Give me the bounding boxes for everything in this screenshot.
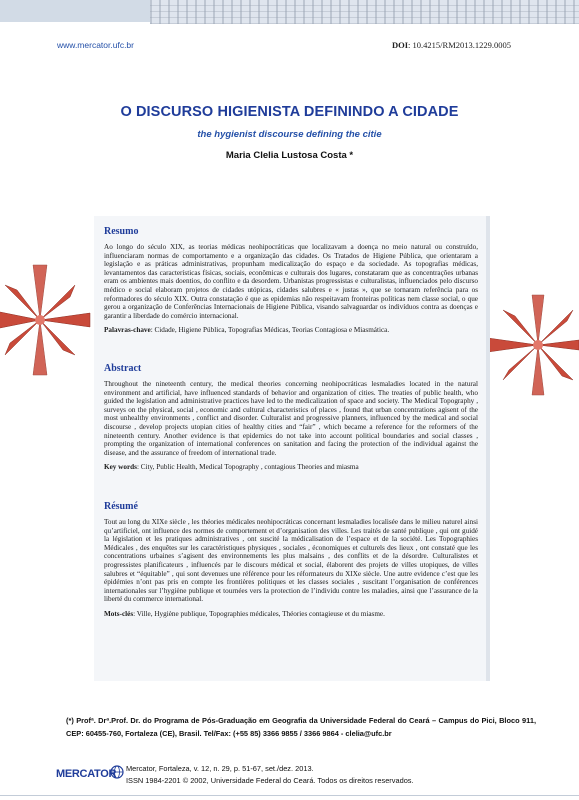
resumo-section bbox=[104, 226, 478, 335]
footnote-text: do Programa de Pós-Graduação em Geografia da Universidade Federal do Ceará – Campus do Pici, Bloco 911, CEP: 60455-760, Fortaleza (CE), Brasil. Tel/Fax: (+55 85) 3366 9855 / 3366 9864 - clelia@ufc.br bbox=[66, 716, 536, 738]
resumo-body: Ao longo do século XIX, as teorias médicas neohipocráticas que localizavam a doença no meio natural ou construído, influenciaram normas de comportamento e a organização das cidades. Os Tratados de Higiene Pública, que orientaram a legislação e as práticas administrativas, propunham medicalização do espaço e da sociedade. As topografias médicas, levantamentos das características físicas, sociais, econômicas e culturais dos lugares, constataram que as concentrações urbanas eram os ambientes mais doentios, do conflito e da desordem. Urbanistas progressistas e culturalistas, influenciados pelo discurso médico e social elaboram projetos de cidades utópicas, cidades salubres e « justas », que se tornaram referência para os reformadores do século XIX. Outra constatação é que as epidemias não respeitavam fronteiras políticas nem classe social, o que gerou a organização de Conferências Internacionais de Higiene Pública, visando salvaguardar os indivíduos contra as doenças e garantir a liberdade do comércio internacional. bbox=[104, 243, 478, 320]
author-footnote bbox=[66, 715, 536, 740]
abstract-body: Throughout the nineteenth century, the medical theories concerning neohipocráticas lesmaladies located in the natural environment and artificial, have influenced standards of behavior and organization of cities. The treaties of public health, who guided the legislation and administrative practices have led to the medicalization of space and society. The Medical Topography , surveys on the physical, social , economic and cultural characteristics of places , found that urban concentrations agisent of the most unhealthy environments , conflict and disorder. Culturalist and progressive planners, influenced by the medical and social discourse , develop projects utopian cities of healthy cities and “fair” , which became a reference for the reformers of the nineteenth century. Another evidence is that epidemics do not take into account political boundaries and social classes , prompting the organization of international conferences on sanitation and facing the protection of the individual against the disease, and the assurance of freedom of international trade. bbox=[104, 380, 478, 457]
resumo-keywords-label: Palavras-chave bbox=[104, 326, 151, 335]
abstract-keywords-text: : City, Public Health, Medical Topography , contagious Theories and miasma bbox=[136, 463, 359, 472]
abstract-keywords bbox=[104, 463, 478, 472]
globe-icon bbox=[110, 765, 124, 779]
citation-line-2: ISSN 1984-2201 © 2002, Universidade Federal do Ceará. Todos os direitos reservados. bbox=[126, 775, 414, 785]
footnote-marker: (*) Profª. Drª.Prof. Dr. bbox=[66, 716, 141, 725]
resumo-heading: Resumo bbox=[104, 226, 139, 237]
resume-section bbox=[104, 501, 478, 619]
doi-label: DOI bbox=[391, 40, 409, 50]
citation-line-1: Mercator, Fortaleza, v. 12, n. 29, p. 51-67, set./dez. 2013. bbox=[126, 764, 314, 773]
resume-keywords-text: : Ville, Hygiène publique, Topographies médicales, Théories contagieuse et du miasme. bbox=[133, 609, 385, 618]
abstract-section bbox=[104, 363, 478, 472]
doi bbox=[392, 40, 511, 50]
compass-star-right-icon bbox=[478, 290, 579, 400]
mercator-logo bbox=[56, 764, 126, 788]
resume-keywords bbox=[104, 610, 478, 619]
header-band bbox=[0, 0, 150, 22]
journal-citation bbox=[126, 763, 414, 786]
resumo-keywords-text: : Cidade, Higiene Pública, Topografias Médicas, Teorias Contagiosa e Miasmática. bbox=[150, 326, 390, 335]
article-subtitle: the hygienist discourse defining the citie bbox=[197, 129, 382, 140]
abstract-heading: Abstract bbox=[104, 363, 142, 374]
header-circuit-pattern bbox=[150, 0, 579, 24]
footer-divider bbox=[0, 795, 579, 796]
logo-text: MERCATOR bbox=[56, 768, 117, 780]
abstract-keywords-label: Key words bbox=[104, 463, 137, 472]
resumo-keywords bbox=[104, 326, 478, 335]
article-title: O DISCURSO HIGIENISTA DEFININDO A CIDADE bbox=[120, 104, 459, 120]
article-author: Maria Clelia Lustosa Costa * bbox=[225, 150, 354, 161]
doi-value[interactable]: : 10.4215/RM2013.1229.0005 bbox=[408, 40, 511, 50]
resume-body: Tout au long du XIXe siècle , les théories médicales neohipocráticas concernant lesmaladies localisée dans le milieu naturel ainsi qu’artificiel, ont influence des normes de comportement et d’organisation des villes. Les traités de santé publique , qui ont guidé la législation et les pratiques administratives , ont suscité la médicalisation de l’espace et de la société. Les Topographies Médicales , des enquêtes sur les caractéristiques physiques , sociales , économiques et culturels des lieux , ont constaté que les concentrations urbaines s’agisent des environnements les plus malsains , des conflits et de la désordre. Culturalistes et progressistes planificateurs , influencés par le discours médical et social, élaborent des projets de villes utopiques, de villes salubres et “équitable” , qui sont devenues une référence pour les réformateurs du XIXe siècle. Une autre evidence c’est que les épidémies n’ont pas pris en compte les frontières politiques et les classes sociales , suscitant l’organisation de conférences internationales sur l’hygiène publique et tournées vers la protection de l’individu contre les maladies, ainsi que l’assurance de la liberté du commerce international. bbox=[104, 518, 478, 604]
resume-heading: Résumé bbox=[104, 501, 138, 512]
header-decoration bbox=[0, 0, 579, 30]
resume-keywords-label: Mots-clés bbox=[104, 609, 134, 618]
journal-url[interactable]: www.mercator.ufc.br bbox=[57, 40, 134, 50]
compass-star-left-icon bbox=[0, 255, 100, 385]
